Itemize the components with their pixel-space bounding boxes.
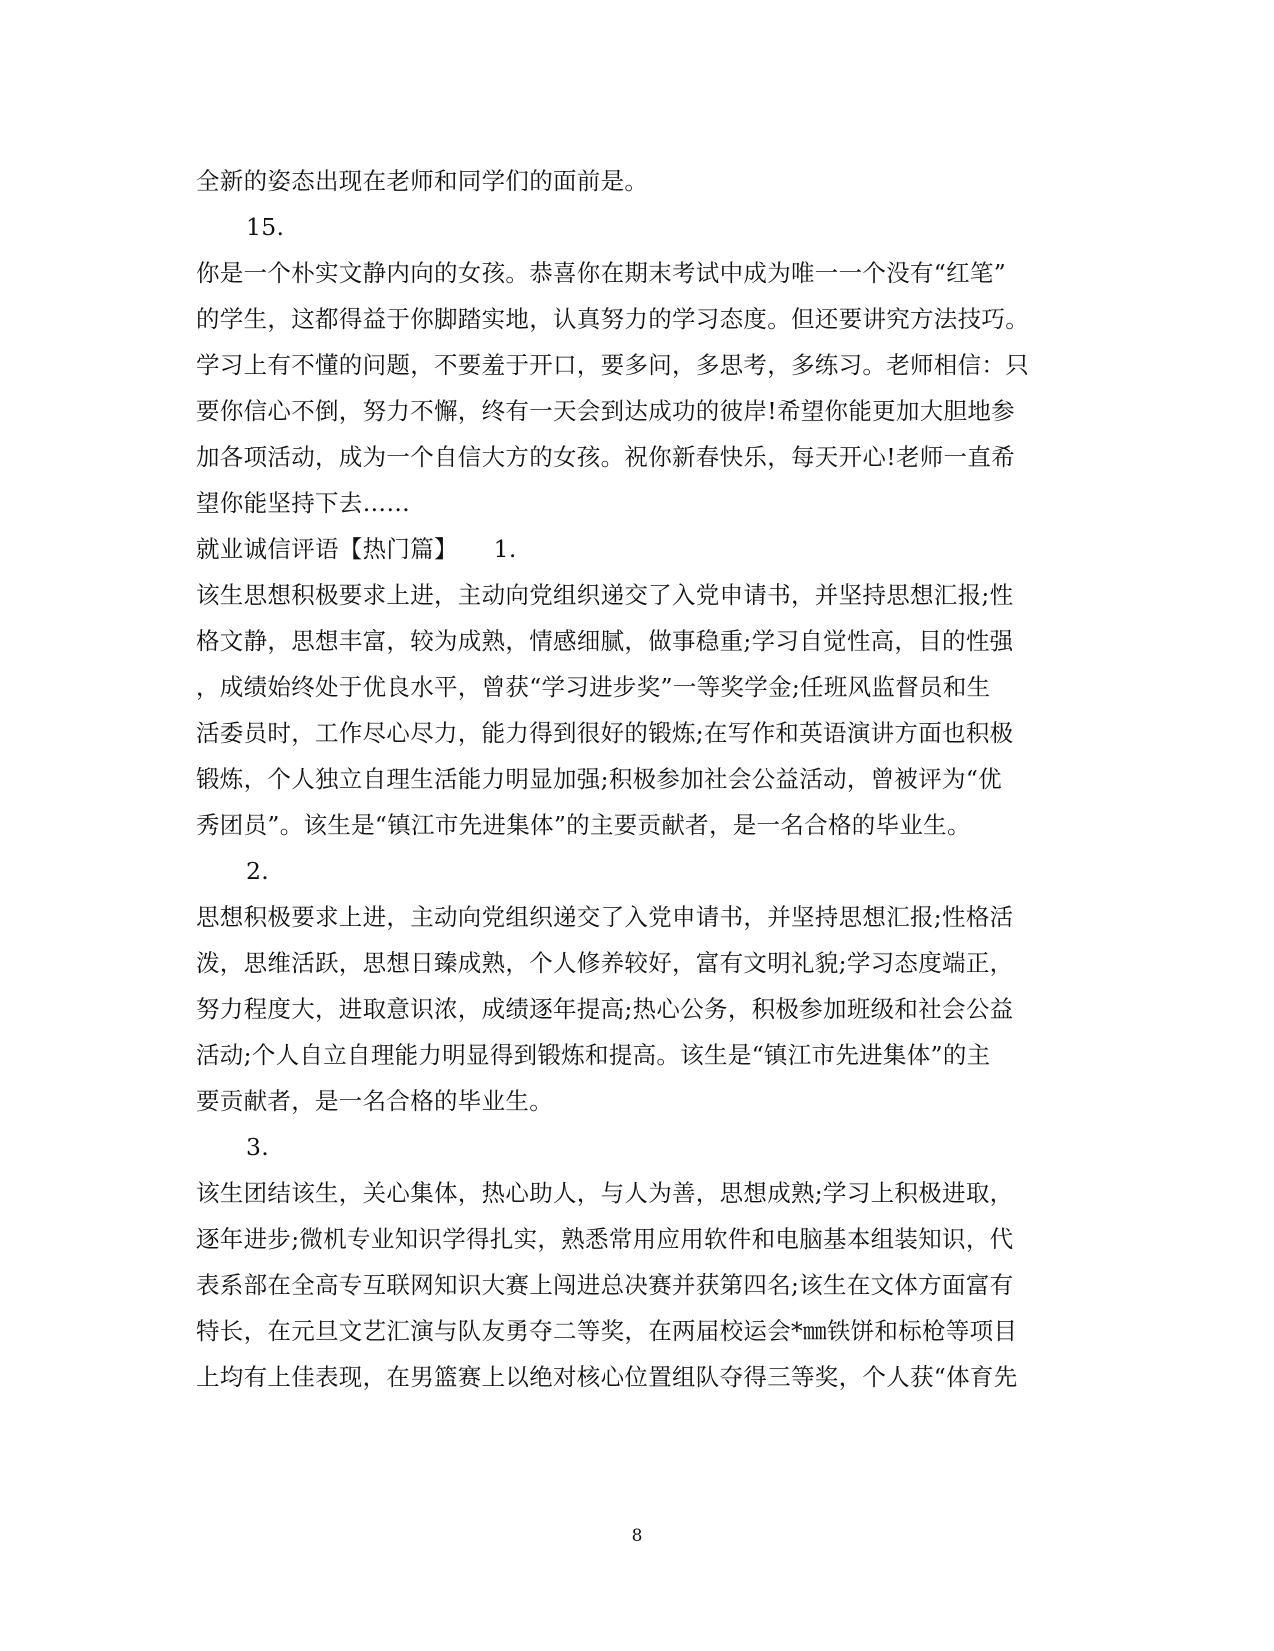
text-line: 表系部在全高专互联网知识大赛上闯进总决赛并获第四名;该生在文体方面富有 (196, 1271, 1014, 1299)
text-line: 特长，在元旦文艺汇演与队友勇夺二等奖，在两届校运会*㎜铁饼和标枪等项目 (196, 1317, 1018, 1345)
text-line: 的学生，这都得益于你脚踏实地，认真努力的学习态度。但还要讲究方法技巧。 (196, 305, 1029, 333)
text-line: 努力程度大，进取意识浓，成绩逐年提高;热心公务，积极参加班级和社会公益 (196, 995, 1014, 1023)
item-number: 2. (246, 857, 270, 885)
text-line: 上均有上佳表现，在男篮赛上以绝对核心位置组队夺得三等奖，个人获“体育先 (196, 1363, 1018, 1391)
text-line: 思想积极要求上进，主动向党组织递交了入党申请书，并坚持思想汇报;性格活 (196, 903, 1014, 931)
text-line: 要你信心不倒，努力不懈，终有一天会到达成功的彼岸!希望你能更加大胆地参 (196, 397, 1015, 425)
text-line: 逐年进步;微机专业知识学得扎实，熟悉常用应用软件和电脑基本组装知识，代 (196, 1225, 1014, 1253)
text-line: 格文静，思想丰富，较为成熟，情感细腻，做事稳重;学习自觉性高，目的性强 (196, 627, 1014, 655)
text-line: 望你能坚持下去…… (196, 489, 411, 517)
item-number: 3. (246, 1133, 270, 1161)
text-line: 该生思想积极要求上进，主动向党组织递交了入党申请书，并坚持思想汇报;性 (196, 581, 1014, 609)
text-line: 秀团员”。该生是“镇江市先进集体”的主要贡献者，是一名合格的毕业生。 (196, 811, 971, 839)
section-heading: 就业诚信评语【热门篇】 1. (196, 535, 517, 563)
text-line: 你是一个朴实文静内向的女孩。恭喜你在期末考试中成为唯一一个没有“红笔” (196, 259, 1007, 287)
text-line: 学习上有不懂的问题，不要羞于开口，要多问，多思考，多练习。老师相信：只 (196, 351, 1029, 379)
text-line: 该生团结该生，关心集体，热心助人，与人为善，思想成熟;学习上积极进取， (196, 1179, 1014, 1207)
text-line: 泼，思维活跃，思想日臻成熟，个人修养较好，富有文明礼貌;学习态度端正， (196, 949, 1014, 977)
text-line: 要贡献者，是一名合格的毕业生。 (196, 1087, 553, 1115)
page-number: 8 (631, 1526, 643, 1546)
text-line: 活动;个人自立自理能力明显得到锻炼和提高。该生是“镇江市先进集体”的主 (196, 1041, 991, 1069)
text-line: 全新的姿态出现在老师和同学们的面前是。 (196, 167, 649, 195)
text-line: ，成绩始终处于优良水平，曾获“学习进步奖”一等奖学金;任班风监督员和生 (196, 673, 991, 701)
item-number: 15. (246, 213, 285, 241)
text-line: 活委员时，工作尽心尽力，能力得到很好的锻炼;在写作和英语演讲方面也积极 (196, 719, 1014, 747)
text-line: 锻炼，个人独立自理生活能力明显加强;积极参加社会公益活动，曾被评为“优 (196, 765, 1002, 793)
text-line: 加各项活动，成为一个自信大方的女孩。祝你新春快乐，每天开心!老师一直希 (196, 443, 1015, 471)
